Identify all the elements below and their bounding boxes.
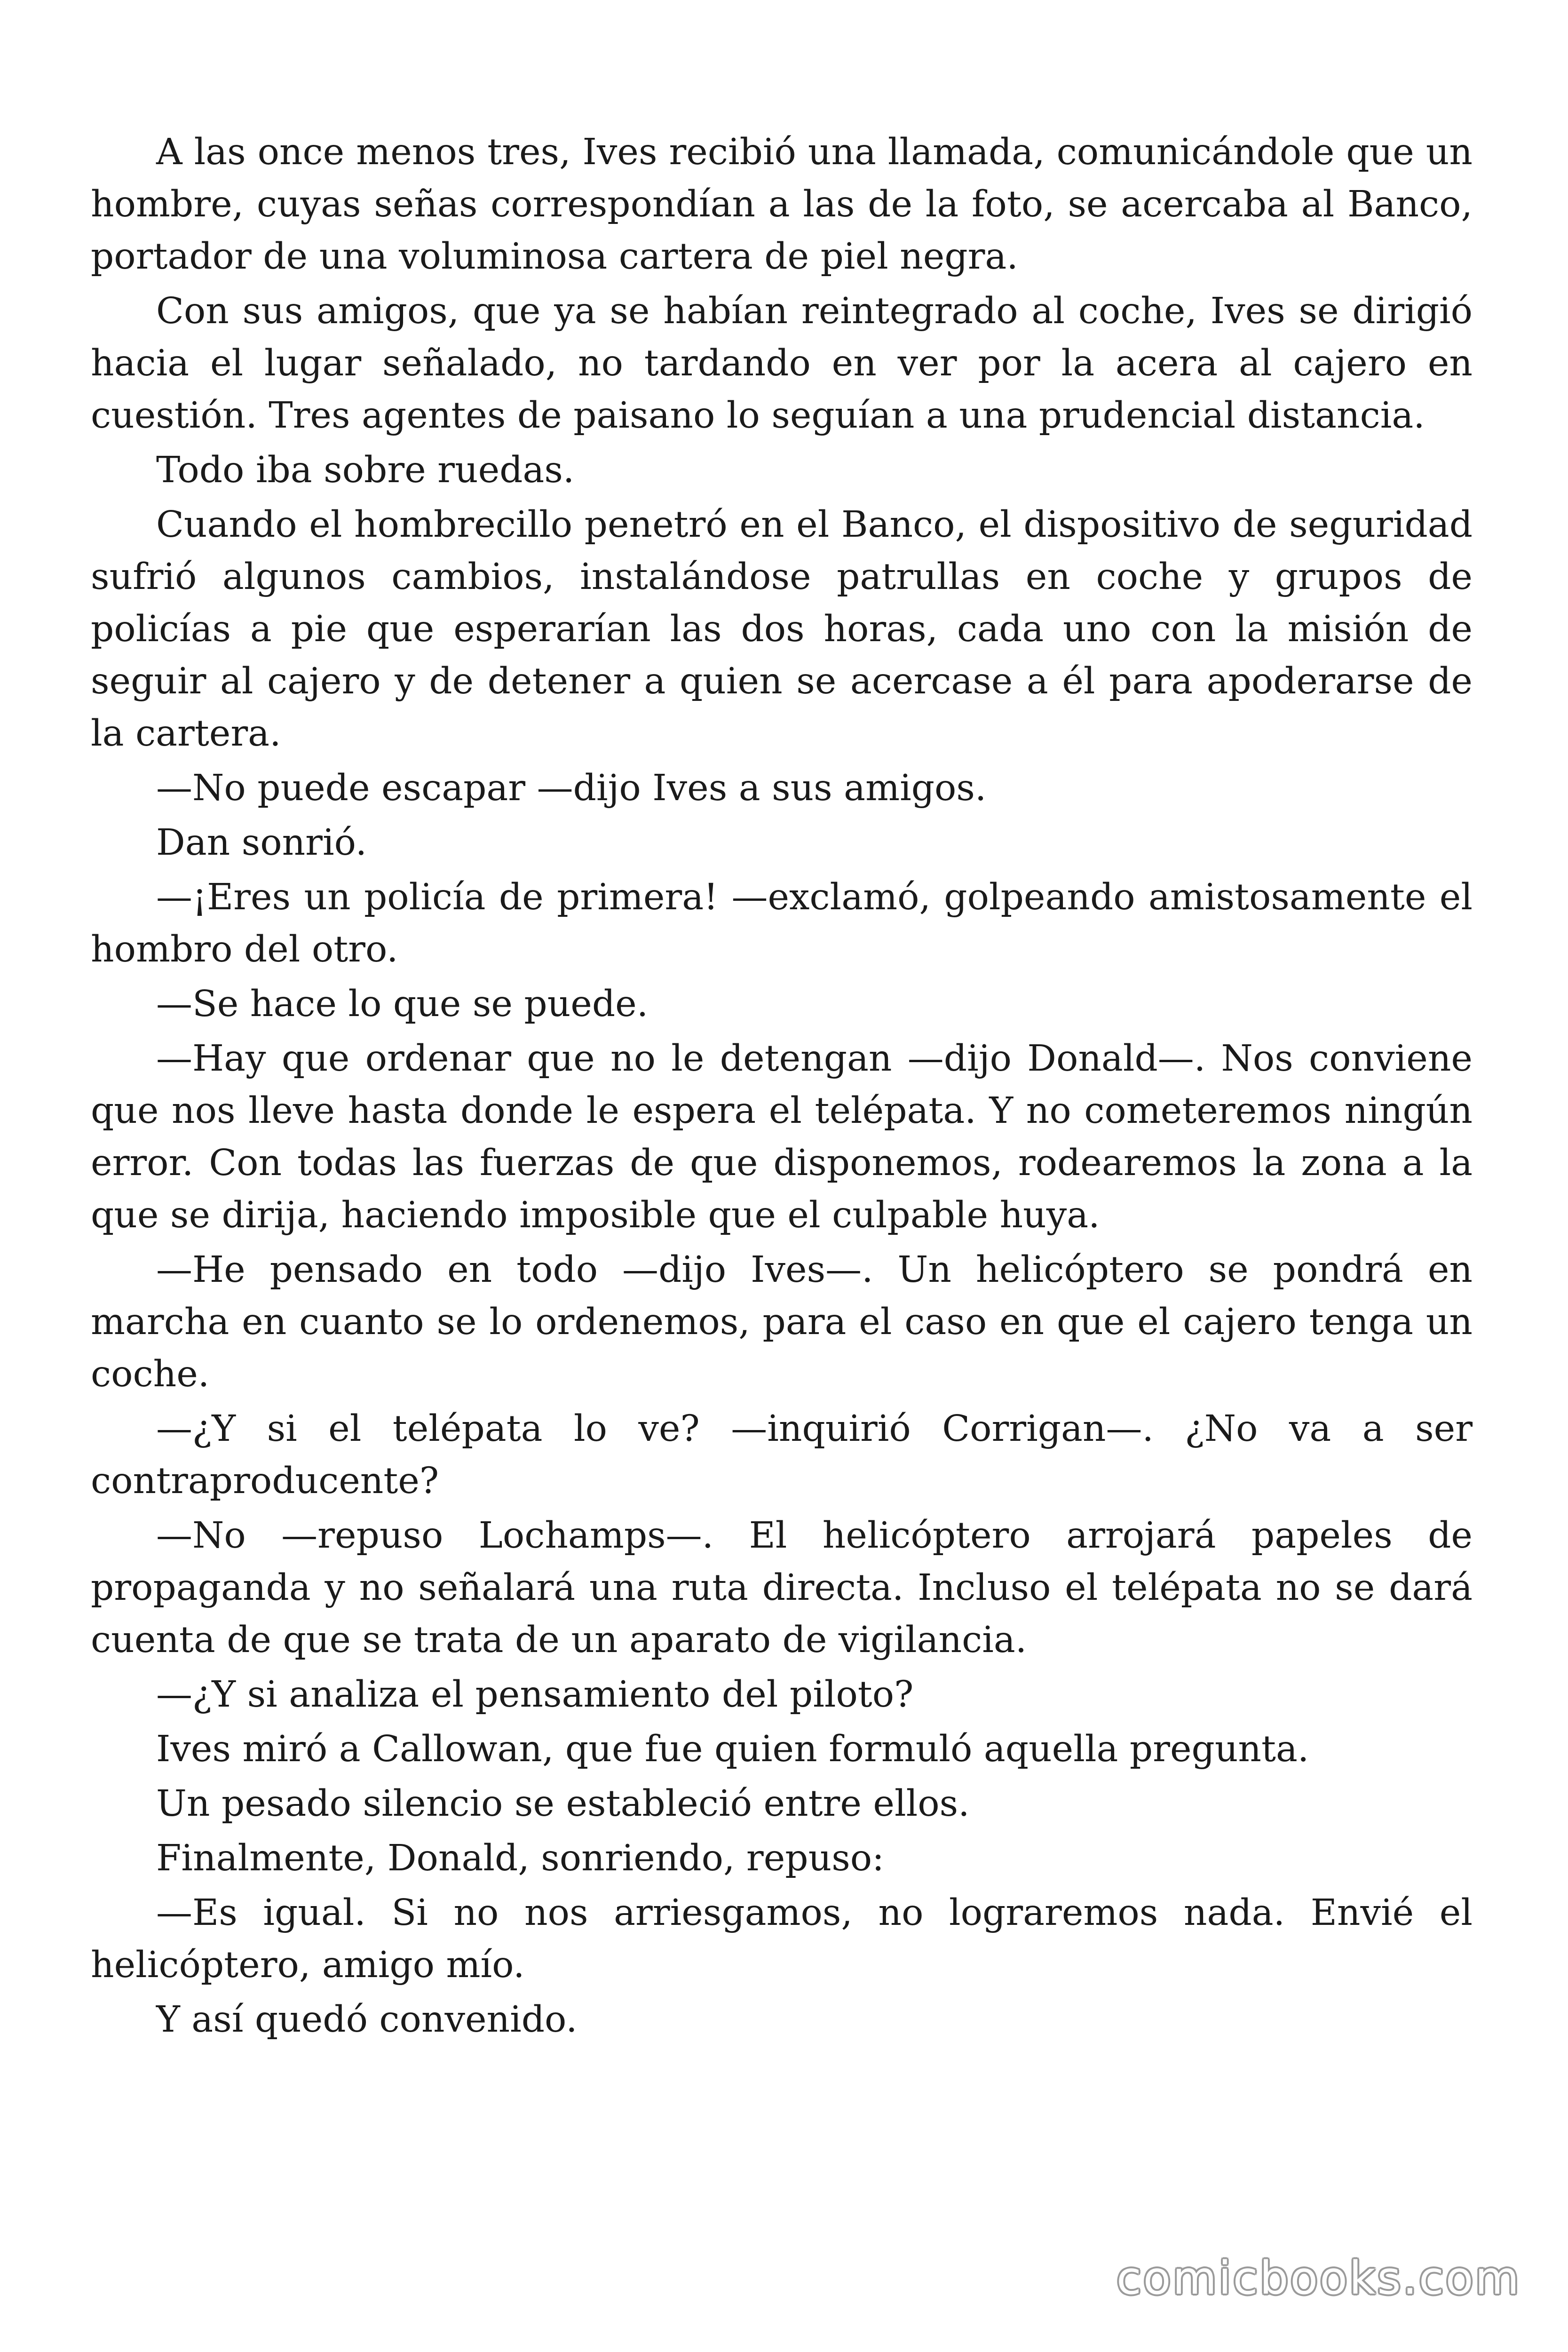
paragraph: A las once menos tres, Ives recibió una llamada, comunicándole que un hombre, cuyas señas correspondían a las de la foto, se acercaba al Banco, portador de una voluminosa cartera de piel negra.	[91, 131, 1473, 278]
watermark-logo: comicbooks.com	[1116, 2252, 1521, 2304]
paragraph: —Hay que ordenar que no le detengan —dijo Donald—. Nos conviene que nos lleve hasta donde le espera el telépata. Y no cometeremos ningún error. Con todas las fuerzas de que disponemos, rodearemos la zona a la que se dirija, haciendo imposible que el culpable huya.	[91, 1038, 1473, 1236]
paragraph: —¡Eres un policía de primera! —exclamó, golpeando amistosamente el hombro del otro.	[91, 876, 1473, 970]
paragraph: —Se hace lo que se puede.	[156, 983, 649, 1025]
paragraph: Ives miró a Callowan, que fue quien formuló aquella pregunta.	[156, 1728, 1309, 1770]
paragraph: —Es igual. Si no nos arriesgamos, no lograremos nada. Envié el helicóptero, amigo mío.	[91, 1892, 1473, 1986]
paragraph: Finalmente, Donald, sonriendo, repuso:	[156, 1837, 885, 1879]
paragraph: —No puede escapar —dijo Ives a sus amigos.	[156, 767, 987, 809]
paragraph: Un pesado silencio se estableció entre ellos.	[156, 1783, 970, 1825]
paragraph: Dan sonrió.	[156, 822, 367, 864]
paragraph: —No —repuso Lochamps—. El helicóptero arrojará papeles de propaganda y no señalará una ruta directa. Incluso el telépata no se dará cuenta de que se trata de un aparato de vigilancia.	[91, 1515, 1473, 1661]
body-text	[91, 126, 1473, 2048]
paragraph: Con sus amigos, que ya se habían reintegrado al coche, Ives se dirigió hacia el lugar señalado, no tardando en ver por la acera al cajero en cuestión. Tres agentes de paisano lo seguían a una prudencial distancia.	[91, 290, 1473, 437]
paragraph: Todo iba sobre ruedas.	[156, 449, 575, 491]
paragraph: Cuando el hombrecillo penetró en el Banco, el dispositivo de seguridad sufrió algunos cambios, instalándose patrullas en coche y grupos de policías a pie que esperarían las dos horas, cada uno con la misión de seguir al cajero y de detener a quien se acercase a él para apoderarse de la cartera.	[91, 504, 1473, 755]
paragraph: —¿Y si analiza el pensamiento del piloto?	[156, 1674, 914, 1716]
paragraph: Y así quedó convenido.	[156, 1999, 578, 2041]
paragraph: —He pensado en todo —dijo Ives—. Un helicóptero se pondrá en marcha en cuanto se lo ordenemos, para el caso en que el cajero tenga un coche.	[91, 1249, 1473, 1395]
paragraph: —¿Y si el telépata lo ve? —inquirió Corrigan—. ¿No va a ser contraproducente?	[91, 1408, 1473, 1502]
